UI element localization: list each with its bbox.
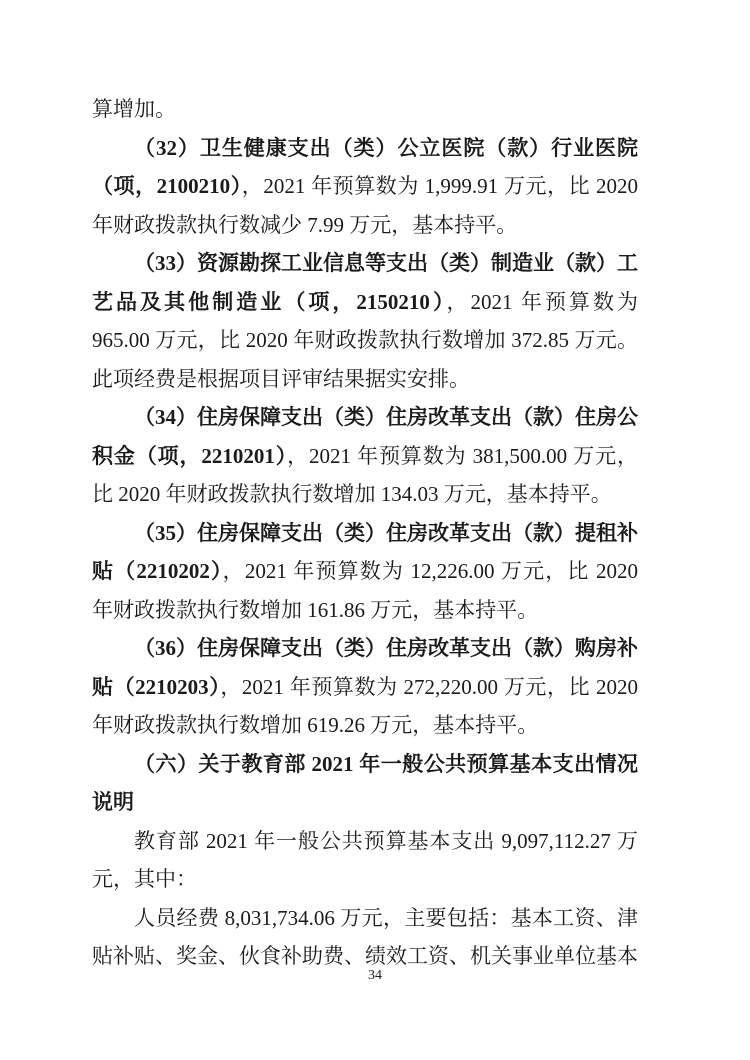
budget-item-32-title: （32）卫生健康支出（类）公立医院（款）行业医院（项，2100210） [92,135,638,198]
section-heading: （六）关于教育部 2021 年一般公共预算基本支出情况说明 [92,751,638,814]
budget-item-36-title: （36）住房保障支出（类）住房改革支出（款）购房补贴（2210203） [92,636,638,699]
body-paragraph-personnel: 人员经费 8,031,734.06 万元，主要包括：基本工资、津贴补贴、奖金、伙食补助费、绩效工资、机关事业单位基本 [92,905,638,968]
budget-item-33-title: （33）资源勘探工业信息等支出（类）制造业（款）工艺品及其他制造业（项，2150210） [92,251,638,314]
page-number: 34 [368,968,382,983]
budget-item-34-text: ，2021 年预算数为 381,500.00 万元，比 2020 年财政拨款执行数增加 134.03 万元，基本持平。 [92,443,638,506]
budget-item-35-title: （35）住房保障支出（类）住房改革支出（款）提租补贴（2210202） [92,520,638,583]
budget-item-35 [92,514,638,630]
budget-item-36 [92,629,638,745]
budget-item-34-title: （34）住房保障支出（类）住房改革支出（款）住房公积金（项，2210201） [92,405,638,468]
budget-item-32 [92,129,638,245]
budget-item-34 [92,398,638,514]
budget-item-35-text: ，2021 年预算数为 12,226.00 万元，比 2020 年财政拨款执行数增加 161.86 万元，基本持平。 [92,559,639,622]
budget-item-33 [92,244,638,398]
continuation-line: 算增加。 [92,97,176,121]
body-paragraph-total: 教育部 2021 年一般公共预算基本支出 9,097,112.27 万元，其中： [92,828,638,891]
budget-item-36-text: ，2021 年预算数为 272,220.00 万元，比 2020 年财政拨款执行数增加 619.26 万元，基本持平。 [92,674,639,737]
budget-item-32-text: ，2021 年预算数为 1,999.91 万元，比 2020 年财政拨款执行数减少 7.99 万元，基本持平。 [92,174,639,237]
budget-item-33-text: ，2021 年预算数为 965.00 万元，比 2020 年财政拨款执行数增加 372.85 万元。此项经费是根据项目评审结果据实安排。 [92,289,639,391]
